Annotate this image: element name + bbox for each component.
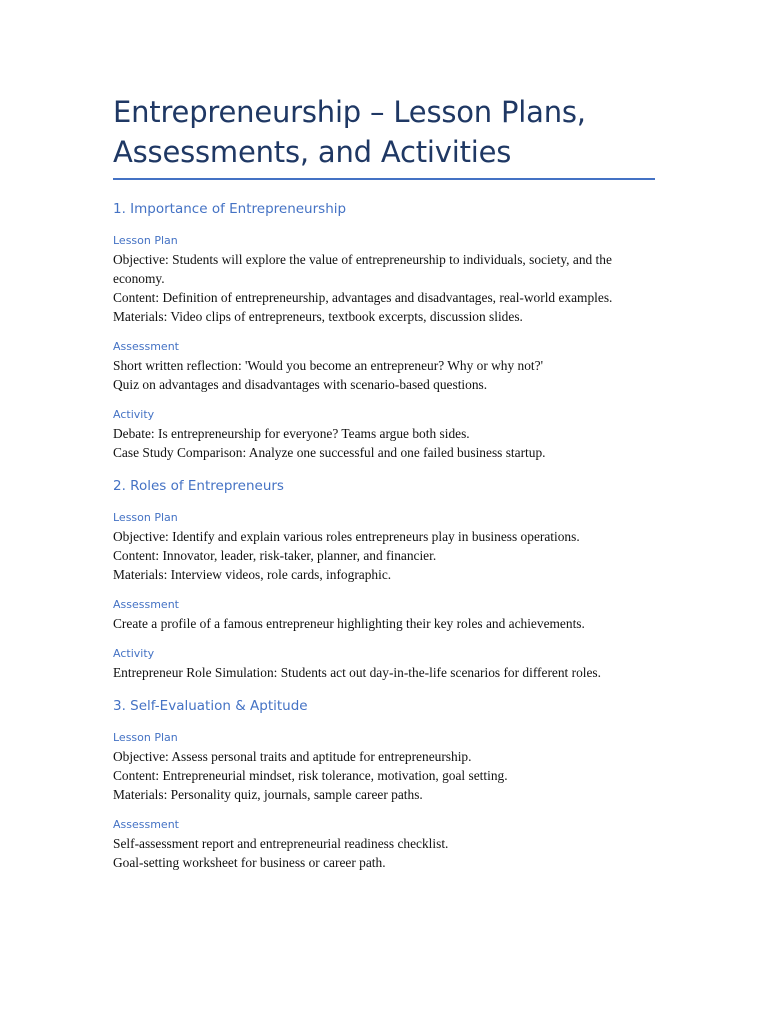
activity-line: Case Study Comparison: Analyze one successful and one failed business startup. xyxy=(113,445,546,460)
lesson-plan-line: Objective: Assess personal traits and aptitude for entrepreneurship. xyxy=(113,749,472,764)
lesson-plan-line: Materials: Video clips of entrepreneurs, textbook excerpts, discussion slides. xyxy=(113,309,523,324)
lesson-plan-block xyxy=(113,730,655,804)
assessment-heading: Assessment xyxy=(113,340,179,353)
lesson-plan-line: Objective: Students will explore the value of entrepreneurship to individuals, society, and the economy. xyxy=(113,252,612,286)
section-heading: 1. Importance of Entrepreneurship xyxy=(113,201,347,217)
assessment-line: Goal-setting worksheet for business or career path. xyxy=(113,855,386,870)
lesson-plan-block xyxy=(113,233,655,326)
assessment-block xyxy=(113,817,655,872)
assessment-line: Short written reflection: 'Would you become an entrepreneur? Why or why not?' xyxy=(113,358,544,373)
lesson-plan-heading: Lesson Plan xyxy=(113,234,178,247)
lesson-plan-line: Content: Entrepreneurial mindset, risk tolerance, motivation, goal setting. xyxy=(113,768,508,783)
lesson-plan-block xyxy=(113,510,655,584)
assessment-line: Create a profile of a famous entrepreneur highlighting their key roles and achievements. xyxy=(113,616,585,631)
section-heading: 3. Self-Evaluation & Aptitude xyxy=(113,698,308,714)
activity-heading: Activity xyxy=(113,408,155,421)
assessment-block xyxy=(113,339,655,394)
lesson-plan-line: Content: Innovator, leader, risk-taker, planner, and financier. xyxy=(113,548,437,563)
activity-line: Entrepreneur Role Simulation: Students act out day-in-the-life scenarios for different roles. xyxy=(113,665,601,680)
assessment-heading: Assessment xyxy=(113,818,179,831)
activity-block xyxy=(113,646,655,682)
lesson-plan-heading: Lesson Plan xyxy=(113,511,178,524)
assessment-block xyxy=(113,597,655,633)
lesson-plan-line: Content: Definition of entrepreneurship, advantages and disadvantages, real-world examples. xyxy=(113,290,613,305)
activity-line: Debate: Is entrepreneurship for everyone? Teams argue both sides. xyxy=(113,426,470,441)
section-roles xyxy=(113,476,655,682)
lesson-plan-line: Materials: Personality quiz, journals, sample career paths. xyxy=(113,787,423,802)
section-self-evaluation xyxy=(113,696,655,872)
assessment-line: Quiz on advantages and disadvantages with scenario-based questions. xyxy=(113,377,488,392)
lesson-plan-line: Materials: Interview videos, role cards, infographic. xyxy=(113,567,392,582)
activity-block xyxy=(113,407,655,462)
lesson-plan-heading: Lesson Plan xyxy=(113,731,178,744)
assessment-heading: Assessment xyxy=(113,598,179,611)
document-page xyxy=(113,92,655,872)
section-heading: 2. Roles of Entrepreneurs xyxy=(113,478,284,494)
document-title: Entrepreneurship – Lesson Plans, Assessments, and Activities xyxy=(113,92,655,180)
assessment-line: Self-assessment report and entrepreneurial readiness checklist. xyxy=(113,836,449,851)
activity-heading: Activity xyxy=(113,647,155,660)
lesson-plan-line: Objective: Identify and explain various roles entrepreneurs play in business operations. xyxy=(113,529,580,544)
section-importance xyxy=(113,199,655,462)
